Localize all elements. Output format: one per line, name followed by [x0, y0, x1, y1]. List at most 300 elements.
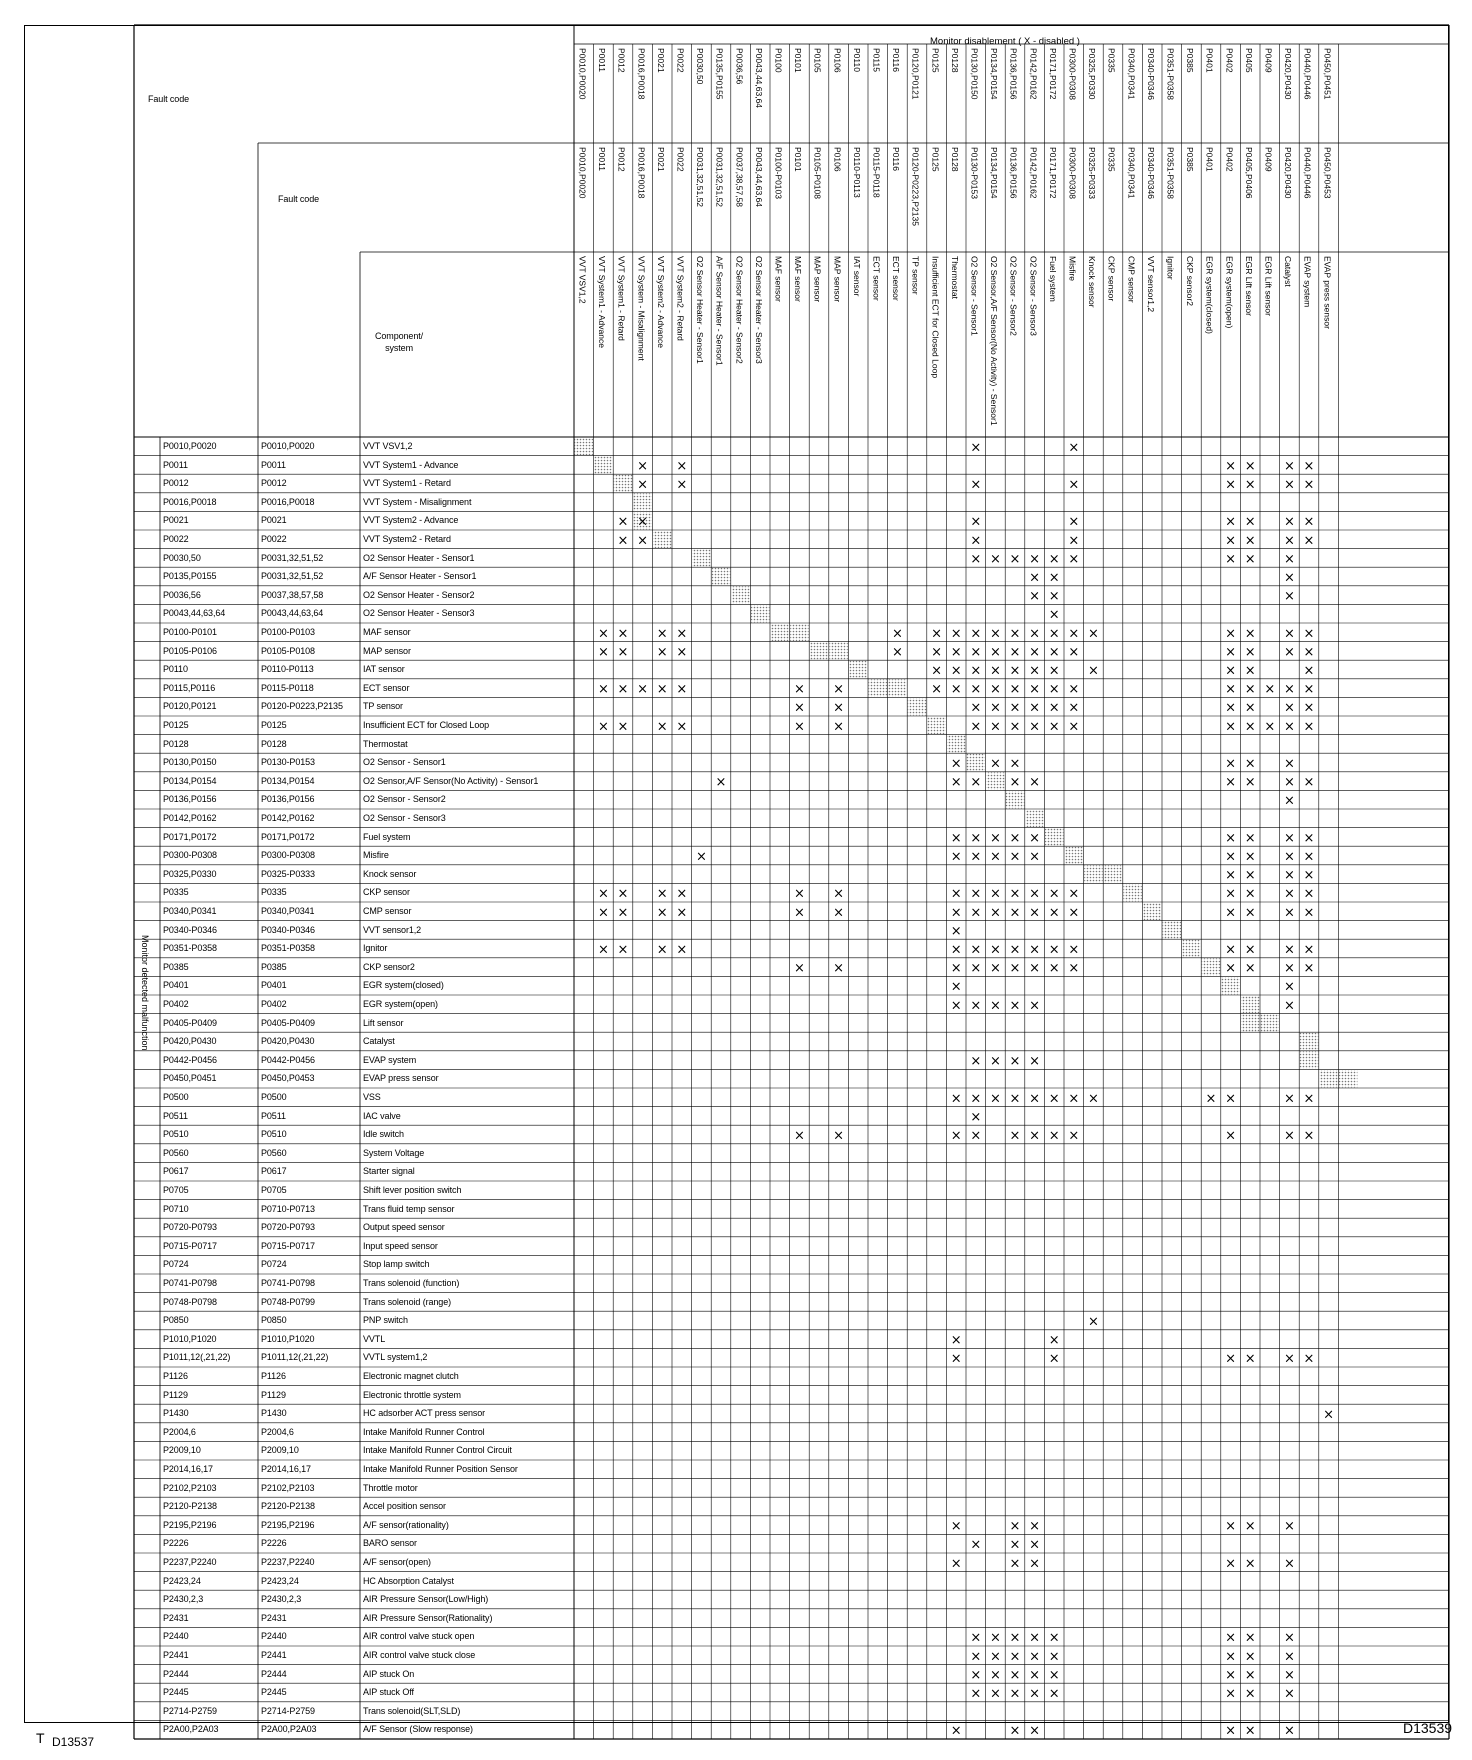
row-fault-code-detail: P0442-P0456: [261, 1054, 315, 1065]
row-fault-code-detail: P0016,P0018: [261, 496, 315, 507]
column-fault-code: P0351-P0358: [1165, 48, 1176, 100]
disabled-x-mark: ×: [1283, 998, 1295, 1014]
row-component-system: Intake Manifold Runner Control Circuit: [363, 1445, 512, 1456]
disabled-x-mark: ×: [1225, 1556, 1237, 1572]
self-monitor-shaded-cell: [1045, 828, 1063, 845]
self-monitor-shaded-cell: [1025, 810, 1043, 827]
row-component-system: VVT System1 - Advance: [363, 459, 459, 470]
row-fault-code-detail: P0511: [261, 1110, 286, 1121]
row-fault-code-detail: P0401: [261, 980, 287, 991]
column-fault-code: P0409: [1263, 48, 1274, 73]
row-fault-code-detail: P0748-P0799: [261, 1296, 315, 1307]
disabled-x-mark: ×: [1283, 514, 1295, 530]
disabled-x-mark: ×: [950, 626, 962, 642]
disabled-x-mark: ×: [1029, 961, 1041, 977]
disabled-x-mark: ×: [695, 849, 707, 865]
disabled-x-mark: ×: [1244, 1630, 1256, 1646]
row-component-system: Accel position sensor: [363, 1501, 446, 1512]
disabled-x-mark: ×: [1303, 477, 1315, 493]
row-component-system: O2 Sensor,A/F Sensor(No Activity) - Sensor1: [363, 775, 539, 786]
disabled-x-mark: ×: [1244, 1556, 1256, 1572]
row-fault-code-detail: P0031,32,51,52: [261, 571, 324, 582]
disabled-x-mark: ×: [676, 682, 688, 698]
disabled-x-mark: ×: [931, 682, 943, 698]
column-component-system: O2 Sensor - Sensor2: [1008, 256, 1019, 336]
row-fault-code-detail: P1430: [261, 1408, 287, 1419]
disabled-x-mark: ×: [1283, 1723, 1295, 1739]
row-fault-code-detail: P0022: [261, 534, 287, 544]
self-monitor-shaded-cell: [810, 642, 828, 659]
row-fault-code-detail: P0340-P0346: [261, 924, 315, 935]
row-fault-code: P2423,24: [163, 1575, 201, 1586]
row-fault-code-detail: P0724: [261, 1259, 287, 1270]
disabled-x-mark: ×: [989, 1630, 1001, 1646]
row-component-system: O2 Sensor - Sensor3: [363, 813, 446, 823]
disabled-x-mark: ×: [1244, 533, 1256, 549]
column-component-system: MAP sensor: [812, 256, 823, 303]
disabled-x-mark: ×: [970, 1686, 982, 1702]
disabled-x-mark: ×: [950, 756, 962, 772]
row-fault-code: P0405-P0409: [163, 1017, 217, 1028]
monitor-detected-malfunction-label: Monitor detected malfunction: [140, 935, 150, 1051]
row-component-system: IAC valve: [363, 1110, 401, 1121]
disabled-x-mark: ×: [970, 1537, 982, 1553]
column-fault-code-detail: P0031,32,51,52: [714, 147, 725, 208]
column-component-system: O2 Sensor Heater - Sensor1: [695, 256, 706, 364]
disabled-x-mark: ×: [1303, 1091, 1315, 1107]
disabled-x-mark: ×: [1225, 719, 1237, 735]
disabled-x-mark: ×: [1048, 644, 1060, 660]
row-fault-code: P0720-P0793: [163, 1222, 217, 1233]
row-fault-code: P0715-P0717: [163, 1240, 217, 1251]
row-fault-code-detail: P0720-P0793: [261, 1222, 315, 1233]
column-fault-code: P0136,P0156: [1008, 48, 1019, 100]
disabled-x-mark: ×: [656, 886, 668, 902]
disabled-x-mark: ×: [637, 682, 649, 698]
disabled-x-mark: ×: [1323, 1407, 1335, 1423]
row-fault-code: P0100-P0101: [163, 627, 217, 637]
row-fault-code-detail: P1010,P1020: [261, 1333, 315, 1344]
disabled-x-mark: ×: [970, 551, 982, 567]
disabled-x-mark: ×: [989, 1686, 1001, 1702]
disabled-x-mark: ×: [950, 1723, 962, 1739]
column-fault-code: P0405: [1243, 48, 1254, 73]
disabled-x-mark: ×: [617, 514, 629, 530]
disabled-x-mark: ×: [989, 1091, 1001, 1107]
disabled-x-mark: ×: [676, 477, 688, 493]
disabled-x-mark: ×: [1068, 514, 1080, 530]
disabled-x-mark: ×: [1244, 1723, 1256, 1739]
row-component-system: TP sensor: [363, 701, 403, 712]
disabled-x-mark: ×: [1029, 1054, 1041, 1070]
row-fault-code: P0021: [163, 515, 189, 526]
row-fault-code-detail: P0560: [261, 1147, 287, 1158]
disabled-x-mark: ×: [970, 942, 982, 958]
row-fault-code: P0043,44,63,64: [163, 608, 226, 619]
disabled-x-mark: ×: [1303, 886, 1315, 902]
row-component-system: CKP sensor: [363, 887, 410, 898]
column-fault-code: P0340,P0341: [1126, 48, 1137, 100]
column-fault-code-detail: P0351-P0358: [1165, 147, 1176, 199]
disabled-x-mark: ×: [989, 886, 1001, 902]
disabled-x-mark: ×: [1244, 830, 1256, 846]
row-fault-code: P0710: [163, 1203, 189, 1214]
disabled-x-mark: ×: [1283, 961, 1295, 977]
column-fault-code: P0450,P0451: [1322, 48, 1333, 100]
disabled-x-mark: ×: [1244, 905, 1256, 921]
row-component-system: AIP stuck Off: [363, 1687, 414, 1698]
disabled-x-mark: ×: [1225, 644, 1237, 660]
disabled-x-mark: ×: [1225, 626, 1237, 642]
column-fault-code-detail: P0115-P0118: [871, 147, 882, 198]
column-component-system: IAT sensor: [851, 256, 862, 297]
column-fault-code-detail: P0105-P0108: [812, 147, 823, 199]
disabled-x-mark: ×: [1303, 663, 1315, 679]
disabled-x-mark: ×: [970, 775, 982, 791]
row-fault-code: P0724: [163, 1259, 189, 1270]
row-component-system: Intake Manifold Runner Control: [363, 1426, 485, 1437]
row-fault-code-detail: P1126: [261, 1371, 286, 1381]
row-fault-code-detail: P0705: [261, 1185, 287, 1195]
disabled-x-mark: ×: [1225, 1630, 1237, 1646]
disabled-x-mark: ×: [793, 905, 805, 921]
disabled-x-mark: ×: [1225, 682, 1237, 698]
disabled-x-mark: ×: [1225, 942, 1237, 958]
disabled-x-mark: ×: [1068, 533, 1080, 549]
row-fault-code: P0500: [163, 1092, 189, 1102]
disabled-x-mark: ×: [1009, 942, 1021, 958]
disabled-x-mark: ×: [1283, 700, 1295, 716]
column-component-system: VVT System2 - Retard: [675, 256, 686, 341]
disabled-x-mark: ×: [1303, 849, 1315, 865]
row-component-system: System Voltage: [363, 1147, 425, 1158]
disabled-x-mark: ×: [1009, 682, 1021, 698]
column-component-system: O2 Sensor - Sensor3: [1028, 256, 1039, 336]
column-fault-code-detail: P0128: [949, 147, 960, 172]
disabled-x-mark: ×: [1283, 1091, 1295, 1107]
row-fault-code-detail: P0325-P0333: [261, 868, 315, 879]
row-component-system: O2 Sensor Heater - Sensor1: [363, 552, 475, 563]
column-component-system: VVT System1 - Retard: [616, 256, 627, 341]
column-fault-code: P0101: [793, 48, 804, 73]
row-fault-code-detail: P2237,P2240: [261, 1557, 315, 1567]
disabled-x-mark: ×: [1244, 1649, 1256, 1665]
disabled-x-mark: ×: [1244, 756, 1256, 772]
row-fault-code-detail: P0031,32,51,52: [261, 552, 324, 563]
disabled-x-mark: ×: [950, 942, 962, 958]
disabled-x-mark: ×: [989, 1667, 1001, 1683]
row-fault-code-detail: P2A00,P2A03: [261, 1724, 317, 1735]
disabled-x-mark: ×: [1009, 700, 1021, 716]
row-fault-code: P0340,P0341: [163, 906, 217, 916]
disabled-x-mark: ×: [970, 905, 982, 921]
row-fault-code: P1126: [163, 1371, 188, 1381]
disabled-x-mark: ×: [1029, 644, 1041, 660]
disabled-x-mark: ×: [1244, 551, 1256, 567]
self-monitor-shaded-cell: [731, 586, 749, 603]
row-fault-code-detail: P0021: [261, 515, 287, 526]
column-fault-code-detail: P0037,38,57,58: [734, 147, 745, 208]
row-fault-code-detail: P0115-P0118: [261, 682, 314, 693]
disabled-x-mark: ×: [1009, 756, 1021, 772]
disabled-x-mark: ×: [676, 942, 688, 958]
disabled-x-mark: ×: [833, 682, 845, 698]
row-fault-code: P0142,P0162: [163, 813, 217, 823]
disabled-x-mark: ×: [1009, 644, 1021, 660]
disabled-x-mark: ×: [989, 1649, 1001, 1665]
disabled-x-mark: ×: [1048, 1686, 1060, 1702]
disabled-x-mark: ×: [793, 682, 805, 698]
row-fault-code: P0450,P0451: [163, 1073, 217, 1084]
disabled-x-mark: ×: [1244, 514, 1256, 530]
disabled-x-mark: ×: [1303, 1128, 1315, 1144]
row-fault-code-detail: P2004,6: [261, 1426, 294, 1437]
disabled-x-mark: ×: [676, 626, 688, 642]
disabled-x-mark: ×: [1283, 830, 1295, 846]
disabled-x-mark: ×: [1225, 1667, 1237, 1683]
self-monitor-shaded-cell: [1202, 958, 1220, 975]
column-fault-code-detail: P0401: [1204, 147, 1215, 172]
column-fault-code-detail: P0125: [930, 147, 941, 172]
disabled-x-mark: ×: [1244, 1351, 1256, 1367]
column-fault-code-detail: P0100-P0103: [773, 147, 784, 199]
disabled-x-mark: ×: [1068, 440, 1080, 456]
row-fault-code-detail: P0105-P0108: [261, 645, 315, 656]
column-fault-code-detail: P0021: [655, 147, 666, 172]
row-fault-code: P2004,6: [163, 1426, 196, 1437]
row-fault-code: P2120-P2138: [163, 1501, 217, 1512]
disabled-x-mark: ×: [1048, 626, 1060, 642]
disabled-x-mark: ×: [656, 905, 668, 921]
disabled-x-mark: ×: [656, 682, 668, 698]
disabled-x-mark: ×: [1068, 551, 1080, 567]
disabled-x-mark: ×: [1048, 663, 1060, 679]
disabled-x-mark: ×: [1068, 942, 1080, 958]
disabled-x-mark: ×: [1009, 1686, 1021, 1702]
row-fault-code: P2102,P2103: [163, 1482, 217, 1493]
row-component-system: HC Absorption Catalyst: [363, 1575, 454, 1586]
row-fault-code: P0617: [163, 1166, 189, 1177]
self-monitor-shaded-cell: [849, 661, 867, 678]
row-component-system: Misfire: [363, 850, 389, 861]
disabled-x-mark: ×: [793, 1128, 805, 1144]
disabled-x-mark: ×: [617, 905, 629, 921]
column-component-system: Knock sensor: [1087, 256, 1098, 308]
row-fault-code: P1430: [163, 1408, 189, 1419]
disabled-x-mark: ×: [1029, 1686, 1041, 1702]
row-component-system: VVTL: [363, 1333, 386, 1344]
disabled-x-mark: ×: [989, 998, 1001, 1014]
disabled-x-mark: ×: [637, 458, 649, 474]
disabled-x-mark: ×: [1048, 886, 1060, 902]
fault-code-inner-heading: Fault code: [278, 194, 320, 204]
row-fault-code-detail: P0120-P0223,P2135: [261, 701, 343, 712]
column-fault-code-detail: P0402: [1224, 147, 1235, 172]
component-system-heading: Component/ system: [375, 331, 424, 353]
column-fault-code-detail: P0106: [832, 147, 843, 172]
column-fault-code-detail: P0101: [793, 147, 804, 172]
disabled-x-mark: ×: [970, 1128, 982, 1144]
row-component-system: VVT System1 - Retard: [363, 478, 451, 489]
disabled-x-mark: ×: [1009, 1723, 1021, 1739]
disabled-x-mark: ×: [1283, 849, 1295, 865]
column-fault-code: P0420,P0430: [1283, 48, 1294, 100]
row-fault-code: P0510: [163, 1129, 189, 1140]
disabled-x-mark: ×: [989, 849, 1001, 865]
row-fault-code-detail: P0043,44,63,64: [261, 608, 324, 619]
column-fault-code: P0010,P0020: [577, 48, 588, 100]
disabled-x-mark: ×: [597, 644, 609, 660]
disabled-x-mark: ×: [950, 682, 962, 698]
row-fault-code-detail: P0420,P0430: [261, 1036, 315, 1047]
disabled-x-mark: ×: [1225, 1351, 1237, 1367]
disabled-x-mark: ×: [676, 644, 688, 660]
disabled-x-mark: ×: [1009, 719, 1021, 735]
disabled-x-mark: ×: [1283, 1519, 1295, 1535]
disabled-x-mark: ×: [950, 1333, 962, 1349]
self-monitor-shaded-cell: [1241, 996, 1259, 1013]
column-fault-code-detail: P0300-P0308: [1067, 147, 1078, 199]
disabled-x-mark: ×: [989, 961, 1001, 977]
row-fault-code: P2237,P2240: [163, 1557, 217, 1567]
disabled-x-mark: ×: [1068, 626, 1080, 642]
row-component-system: Input speed sensor: [363, 1240, 438, 1251]
disabled-x-mark: ×: [597, 626, 609, 642]
disabled-x-mark: ×: [1029, 905, 1041, 921]
column-fault-code-detail: P0012: [616, 147, 627, 172]
row-fault-code-detail: P0125: [261, 720, 287, 730]
row-fault-code-detail: P2014,16,17: [261, 1464, 311, 1474]
disabled-x-mark: ×: [676, 719, 688, 735]
disabled-x-mark: ×: [1009, 849, 1021, 865]
disabled-x-mark: ×: [970, 1091, 982, 1107]
disabled-x-mark: ×: [1068, 477, 1080, 493]
row-component-system: MAF sensor: [363, 627, 411, 637]
disabled-x-mark: ×: [1303, 942, 1315, 958]
disabled-x-mark: ×: [1029, 849, 1041, 865]
self-monitor-shaded-cell: [1163, 921, 1181, 938]
disabled-x-mark: ×: [793, 961, 805, 977]
disabled-x-mark: ×: [1283, 756, 1295, 772]
disabled-x-mark: ×: [1283, 905, 1295, 921]
row-fault-code: P0741-P0798: [163, 1278, 217, 1288]
disabled-x-mark: ×: [950, 849, 962, 865]
disabled-x-mark: ×: [1009, 1667, 1021, 1683]
column-component-system: Fuel system: [1047, 256, 1058, 302]
row-fault-code-detail: P0351-P0358: [261, 943, 315, 954]
row-fault-code-detail: P2441: [261, 1650, 287, 1660]
disabled-x-mark: ×: [637, 514, 649, 530]
row-component-system: Idle switch: [363, 1129, 404, 1140]
column-fault-code-detail: P0011: [597, 147, 608, 171]
column-fault-code-detail: P0409: [1263, 147, 1274, 172]
column-component-system: ECT sensor: [871, 256, 882, 301]
disabled-x-mark: ×: [1068, 886, 1080, 902]
row-fault-code-detail: P2195,P2196: [261, 1519, 315, 1530]
self-monitor-shaded-cell: [790, 624, 808, 641]
disabled-x-mark: ×: [1283, 1667, 1295, 1683]
self-monitor-shaded-cell: [1006, 791, 1024, 808]
row-component-system: EVAP press sensor: [363, 1073, 439, 1084]
disabled-x-mark: ×: [1244, 886, 1256, 902]
column-fault-code-detail: P0110-P0113: [851, 147, 862, 198]
row-component-system: VVT System2 - Advance: [363, 515, 459, 526]
column-fault-code: P0116: [891, 48, 902, 72]
column-fault-code: P0300-P0308: [1067, 48, 1078, 100]
row-fault-code: P2441: [163, 1650, 189, 1660]
disabled-x-mark: ×: [950, 1128, 962, 1144]
disabled-x-mark: ×: [1029, 830, 1041, 846]
disabled-x-mark: ×: [1264, 682, 1276, 698]
column-fault-code: P0016,P0018: [636, 48, 647, 100]
self-monitor-shaded-cell: [947, 735, 965, 752]
column-component-system: Misfire: [1067, 256, 1078, 282]
column-component-system: Thermostat: [949, 256, 960, 299]
row-fault-code: P0560: [163, 1147, 189, 1158]
row-component-system: Electronic throttle system: [363, 1389, 461, 1400]
disabled-x-mark: ×: [1225, 849, 1237, 865]
disabled-x-mark: ×: [1029, 1519, 1041, 1535]
row-fault-code-detail: P0010,P0020: [261, 441, 315, 451]
disabled-x-mark: ×: [1244, 1667, 1256, 1683]
self-monitor-shaded-cell: [1123, 884, 1141, 901]
column-fault-code-detail: P0120-P0223,P2135: [910, 147, 921, 226]
self-monitor-shaded-cell: [1300, 1051, 1318, 1068]
disabled-x-mark: ×: [970, 477, 982, 493]
disabled-x-mark: ×: [833, 886, 845, 902]
disabled-x-mark: ×: [1225, 514, 1237, 530]
disabled-x-mark: ×: [1029, 551, 1041, 567]
row-fault-code: P0016,P0018: [163, 496, 217, 507]
disabled-x-mark: ×: [970, 1630, 982, 1646]
disabled-x-mark: ×: [656, 626, 668, 642]
column-fault-code-detail: P0440,P0446: [1302, 147, 1313, 199]
column-fault-code: P0021: [655, 48, 666, 73]
row-fault-code-detail: P0710-P0713: [261, 1203, 315, 1214]
disabled-x-mark: ×: [1303, 961, 1315, 977]
disabled-x-mark: ×: [1283, 644, 1295, 660]
disabled-x-mark: ×: [1283, 793, 1295, 809]
row-component-system: VSS: [363, 1092, 381, 1102]
figure-id-left: D13537: [52, 1735, 95, 1749]
row-fault-code: P2714-P2759: [163, 1705, 217, 1716]
row-fault-code: P0012: [163, 478, 189, 489]
figure-id-left-prefix: T: [36, 1730, 45, 1746]
disabled-x-mark: ×: [1048, 589, 1060, 605]
row-component-system: Trans solenoid (function): [363, 1278, 460, 1288]
self-monitor-shaded-cell: [829, 642, 847, 659]
column-fault-code: P0012: [616, 48, 627, 73]
row-fault-code-detail: P2102,P2103: [261, 1482, 315, 1493]
disabled-x-mark: ×: [617, 682, 629, 698]
row-fault-code: P0134,P0154: [163, 775, 217, 786]
column-fault-code: P0128: [949, 48, 960, 73]
column-fault-code: P0135,P0155: [714, 48, 725, 100]
disabled-x-mark: ×: [1029, 775, 1041, 791]
row-fault-code: P0105-P0106: [163, 645, 217, 656]
row-component-system: Thermostat: [363, 738, 408, 749]
row-fault-code-detail: P0500: [261, 1092, 287, 1102]
row-fault-code-detail: P0385: [261, 961, 287, 972]
disabled-x-mark: ×: [1048, 1333, 1060, 1349]
disabled-x-mark: ×: [1283, 570, 1295, 586]
disabled-x-mark: ×: [970, 1054, 982, 1070]
disabled-x-mark: ×: [1029, 942, 1041, 958]
row-component-system: A/F Sensor (Slow response): [363, 1724, 473, 1735]
column-component-system: Catalyst: [1283, 256, 1294, 287]
disabled-x-mark: ×: [950, 830, 962, 846]
disabled-x-mark: ×: [931, 663, 943, 679]
